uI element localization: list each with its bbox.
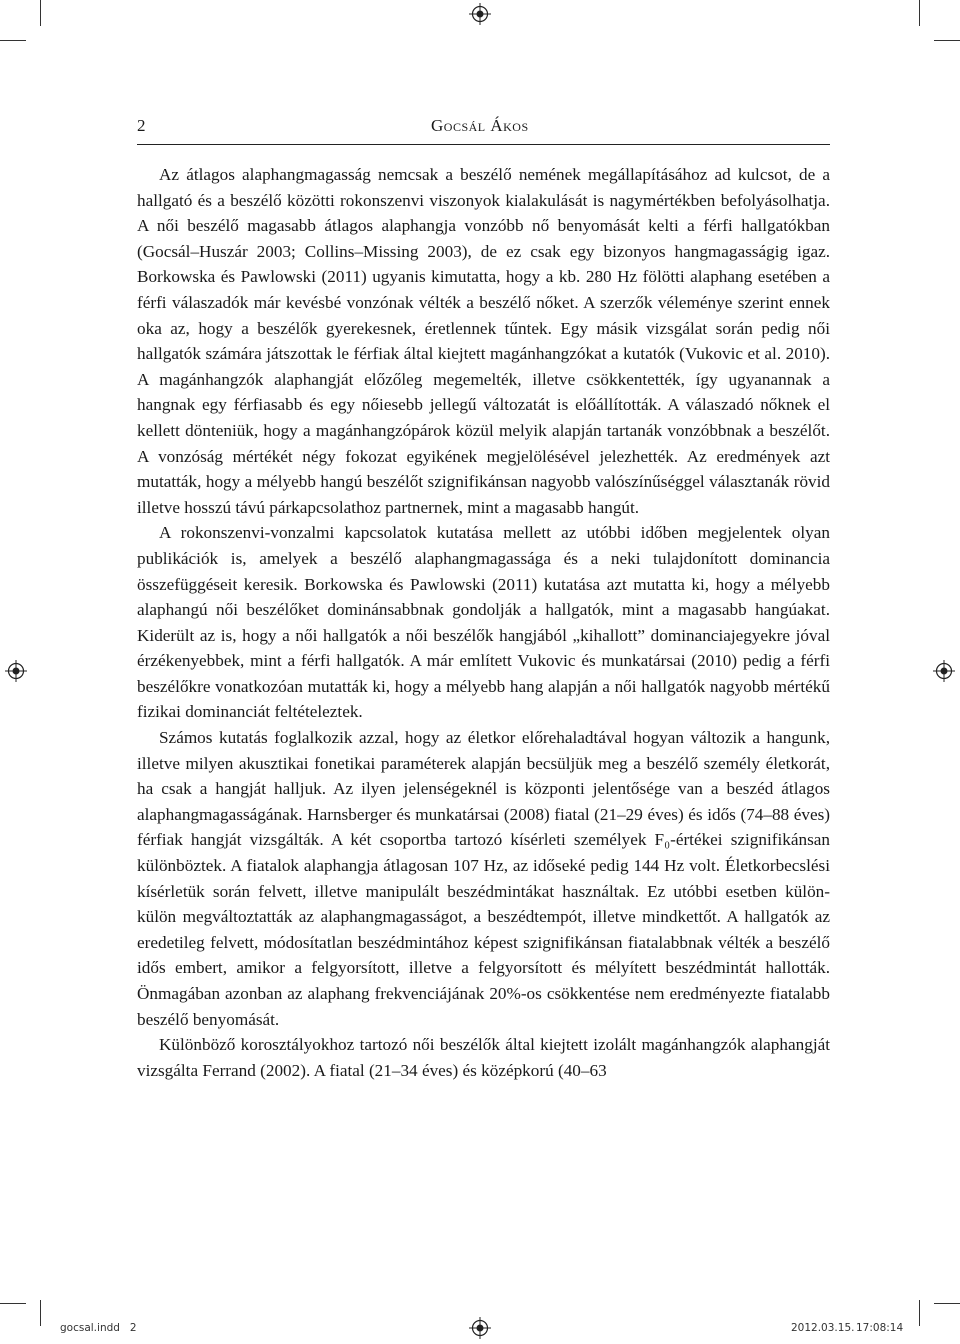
header-rule (137, 144, 830, 145)
paragraph: Az átlagos alaphangmagasság nemcsak a beszélő nemének megállapításához ad kulcsot, de a hallgató és a beszélő közötti rokonszenvi viszonyok kialakulását is nagymértékben befolyásolhatja. A női beszélő magasabb átlagos alaphangja vonzóbb nő benyomását kelti a férfi hallgatókban (Gocsál–Huszár 2003; Collins–Missing 2003), de ez csak egy bizonyos hangmagasságig igaz. Borkowska és Pawlowski (2011) ugyanis kimutatta, hogy a kb. 280 Hz fölötti alaphang esetében a férfi válaszadók már kevésbé vonzónak vélték a beszélő nőket. A szerzők véleménye szerint ennek oka az, hogy a beszélők gyerekesnek, éretlennek tűntek. Egy másik vizsgálat során pedig női hallgatók számára játszottak le férfiak által kiejtett magánhangzókat a kutatók (Vukovic et al. 2010). A magánhangzók alaphangját előzőleg megemelték, illetve csökkentették, így ugyanannak a hangnak egy férfiasabb és egy nőiesebb jellegű változatát is előállították. A válaszadó nőknek el kellett dönteniük, hogy a magánhangzópárok közül melyik alapján tartanák vonzóbbnak a beszélőt. A vonzóság mértékét négy fokozat egyikének megjelölésével jelezhették. Az eredmények azt mutatták, hogy a mélyebb hangú beszélőt szignifikánsan nagyobb valószínűséggel választanák rövid illetve hosszú távú párkapcsolathoz partnernek, mint a magasabb hangút. (137, 165, 830, 517)
slug-date: 2012.03.15. (791, 1322, 855, 1334)
paragraph: Számos kutatás foglalkozik azzal, hogy az életkor előrehaladtával hogyan változik a hangunk, illetve milyen akusztikai fonetikai paraméterek alapján becsüljük meg a beszélő személy életkorát, ha csak a hangját halljuk. Az ilyen jelenségeknél is központi jelentősége van a beszéd átlagos alaphangmagasságának. Harnsberger és munkatársai (2008) fiatal (21–29 éves) és idős (74–88 éves) férfiak hangját vizsgálták. A két csoportba tartozó kísérleti személyek F₀-értékei szignifikánsan különböztek. A fiatalok alaphangja átlagosan 107 Hz, az időseké pedig 144 Hz volt. Életkorbecslési kísérletük során felvett, illetve manipulált beszédmintákat használtak. Ez utóbbi esetben külön-külön megváltoztatták az alaphangmagasságot, a beszédtempót, illetve mindkettőt. A hallgatók az eredetileg felvett, módosítatlan beszédmintához képest szignifikánsan fiatalabbnak vélték a beszélő idős embert, amikor a felgyorsított, illetve a felgyorsított és mélyített beszédmintát hallották. Önmagában azonban az alaphang frekvenciájának 20%-os csökkentése nem eredményezte fiatalabb beszélő benyomását. (137, 728, 830, 1029)
crop-mark (0, 40, 26, 41)
crop-mark (934, 40, 960, 41)
crop-mark (40, 0, 41, 26)
paragraph: A rokonszenvi-vonzalmi kapcsolatok kutatása mellett az utóbbi időben megjelentek olyan publikációk is, amelyek a beszélő alaphangmagassága és a neki tulajdonított dominancia összefüggéseit keresik. Borkowska és Pawlowski (2011) kutatása azt mutatta ki, hogy a mélyebb alaphangú női beszélőket dominánsabbnak gondolják a hallgatók, mint a magasabb hangúakat. Kiderült az is, hogy a női hallgatók a női beszélők hangjából „kihallott” dominanciajegyekre jóval érzékenyebbek, mint a férfi hallgatók. A már említett Vukovic és munkatársai (2010) pedig a férfi beszélőkre vonatkozóan mutatták ki, hogy a mélyebb hang alapján a női hallgatók nagyobb mértékű fizikai dominanciát feltételeztek. (137, 523, 830, 722)
print-slug (0, 1322, 960, 1338)
crop-mark (934, 1303, 960, 1304)
slug-time: 17:08:14 (856, 1322, 904, 1334)
page-number: 2 (137, 116, 146, 135)
body-text (137, 162, 830, 1083)
crop-mark (0, 1303, 26, 1304)
registration-mark-icon (469, 3, 491, 25)
slug-filename: gocsal.indd 2 (60, 1322, 137, 1334)
running-head: Gocsál Ákos (431, 116, 529, 135)
registration-mark-icon (5, 660, 27, 682)
registration-mark-icon (933, 660, 955, 682)
crop-mark (919, 0, 920, 26)
paragraph: Különböző korosztályokhoz tartozó női beszélők által kiejtett izolált magánhangzók alaphangját vizsgálta Ferrand (2002). A fiatal (21–34 éves) és középkorú (40–63 (137, 1035, 830, 1080)
